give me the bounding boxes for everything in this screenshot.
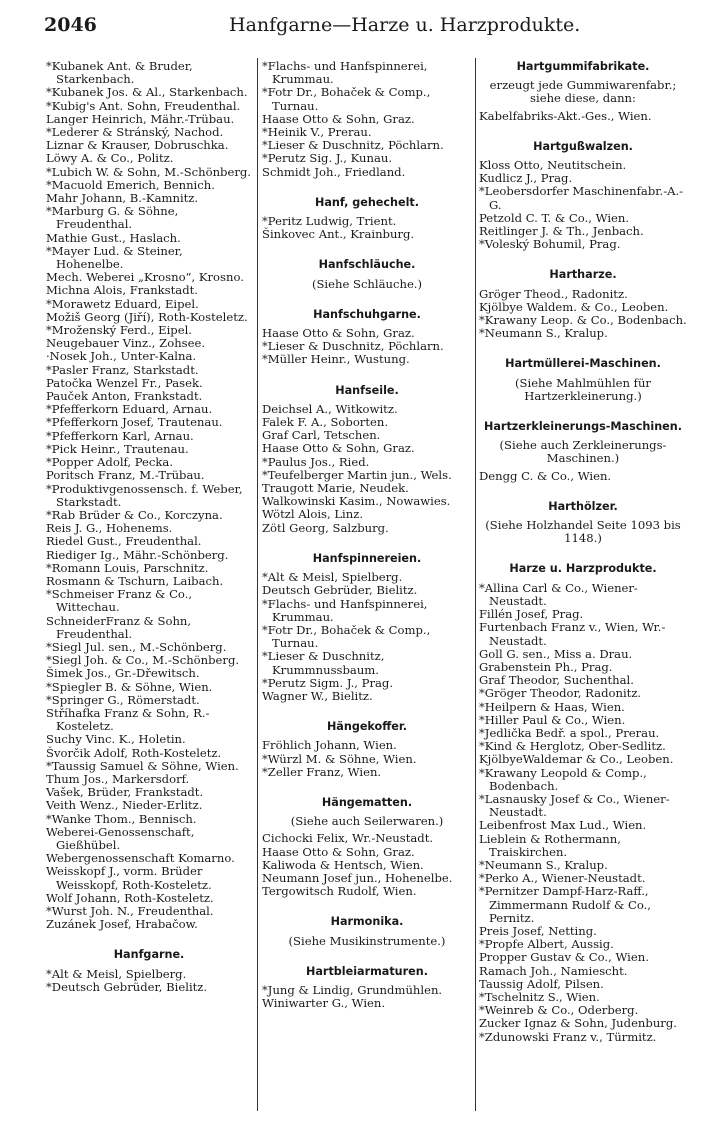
directory-entry: Grabenstein Ph., Prag.	[479, 659, 613, 674]
directory-entry: Veith Wenz., Nieder-Erlitz.	[46, 798, 203, 813]
directory-entry: *Morawetz Eduard, Eipel.	[46, 296, 199, 311]
section-heading-hanfseile: Hanfseile.	[335, 383, 399, 397]
directory-entry: Gröger Theod., Radonitz.	[479, 286, 628, 301]
directory-entry: Rosmann & Tschurn, Laibach.	[46, 573, 224, 588]
section-heading-hanfgarne: Hanfgarne.	[113, 948, 185, 962]
directory-entry: SchneiderFranz & Sohn, Freudenthal.	[46, 613, 192, 641]
section-heading-h-ngekoffer: Hängekoffer.	[326, 720, 408, 734]
section-heading-hanfschuhgarne: Hanfschuhgarne.	[313, 307, 421, 321]
directory-entry: *Perutz Sig. J., Kunau.	[262, 151, 393, 166]
directory-entry: *Tschelnitz S., Wien.	[479, 989, 600, 1004]
directory-entry: *Popper Adolf, Pecka.	[46, 455, 174, 470]
directory-entry: *Macuold Emerich, Bennich.	[46, 177, 215, 192]
section-note: (Siehe Schläuche.)	[311, 276, 423, 291]
directory-entry: *Teufelberger Martin jun., Wels.	[262, 467, 452, 482]
section-heading-hartbleiarmaturen: Hartbleiarmaturen.	[306, 964, 428, 978]
section-heading-h-ngematten: Hängematten.	[321, 795, 413, 809]
directory-entry: *Heilpern & Haas, Wien.	[479, 699, 625, 714]
directory-entry: *Neumann S., Kralup.	[479, 326, 608, 341]
directory-entry: Patočka Wenzel Fr., Pasek.	[46, 375, 203, 390]
directory-entry: *Taussig Samuel & Söhne, Wien.	[46, 758, 239, 773]
directory-entry: Falek F. A., Soborten.	[262, 415, 389, 430]
directory-entry: Neugebauer Vinz., Zohsee.	[46, 336, 206, 351]
column-divider	[257, 58, 258, 1111]
directory-entry: Walkowinski Kasim., Nowawies.	[262, 494, 451, 509]
section-heading-hanf-gehechelt: Hanf, gehechelt.	[314, 195, 420, 209]
directory-entry: *Paulus Jos., Ried.	[262, 454, 370, 469]
directory-entry: *Siegl Joh. & Co., M.-Schönberg.	[46, 653, 240, 668]
directory-entry: *Jedlička Bedř. a spol., Prerau.	[479, 725, 660, 740]
directory-entry: *Allina Carl & Co., Wiener-Neustadt.	[479, 580, 638, 608]
directory-entry: *Perutz Sigm. J., Prag.	[262, 675, 394, 690]
directory-entry: *Mroženský Ferd., Eipel.	[46, 323, 192, 338]
directory-entry: Löwy A. & Co., Politz.	[46, 151, 174, 166]
directory-entry: *Kubanek Jos. & Al., Starkenbach.	[46, 85, 248, 100]
directory-entry: *Lasnausky Josef & Co., Wiener-Neustadt.	[479, 791, 670, 820]
directory-entry: Thum Jos., Markersdorf.	[46, 771, 190, 786]
directory-entry: Neumann Josef jun., Hohenelbe.	[262, 870, 453, 885]
directory-entry: *Pasler Franz, Starkstadt.	[46, 362, 199, 377]
directory-entry: *Krawany Leopold & Comp., Bodenbach.	[479, 765, 647, 793]
directory-entry: Weberei-Genossenschaft, Gießhübel.	[46, 824, 195, 852]
directory-entry: Deichsel A., Witkowitz.	[262, 401, 398, 416]
directory-entry: Haase Otto & Sohn, Graz.	[262, 111, 415, 126]
directory-entry: Michna Alois, Frankstadt.	[46, 283, 198, 298]
directory-entry: Graf Theodor, Suchenthal.	[479, 673, 634, 688]
section-heading-harze-u-harzprodukte: Harze u. Harzprodukte.	[509, 562, 657, 576]
directory-entry: Kabelfabriks-Akt.-Ges., Wien.	[479, 108, 652, 123]
directory-entry: Wötzl Alois, Linz.	[262, 507, 364, 522]
directory-entry: Wagner W., Bielitz.	[262, 688, 373, 703]
directory-entry: *Rab Brüder & Co., Korczyna.	[46, 507, 223, 522]
directory-entry: Dengg C. & Co., Wien.	[479, 468, 612, 483]
directory-entry: *Lubich W. & Sohn, M.-Schönberg.	[46, 164, 251, 179]
directory-entry: *Peritz Ludwig, Trient.	[262, 214, 397, 229]
directory-entry: Webergenossenschaft Komarno.	[46, 851, 235, 866]
directory-entry: Kjölbye Waldem. & Co., Leoben.	[479, 299, 669, 314]
directory-entry: *Pfefferkorn Josef, Trautenau.	[46, 415, 223, 430]
directory-entry: *Leobersdorfer Maschinenfabr.-A.-G.	[479, 184, 684, 212]
directory-entry: Stříhafka Franz & Sohn, R.-Kosteletz.	[46, 705, 210, 734]
directory-entry: Cichocki Felix, Wr.-Neustadt.	[262, 831, 434, 846]
directory-entry: *Zdunowski Franz v., Türmitz.	[479, 1029, 657, 1044]
section-heading-hartzerkleinerungs-maschinen: Hartzerkleinerungs-Maschinen.	[484, 420, 682, 434]
directory-entry: Zucker Ignaz & Sohn, Judenburg.	[479, 1016, 677, 1031]
section-note: (Siehe auch Seilerwaren.)	[290, 814, 444, 829]
directory-entry: *Flachs- und Hanfspinnerei, Krummau.	[262, 59, 428, 87]
directory-entry: *Fotr Dr., Bohaček & Comp., Turnau.	[262, 85, 431, 113]
directory-entry: Švorčik Adolf, Roth-Kosteletz.	[46, 745, 222, 760]
directory-entry: Haase Otto & Sohn, Graz.	[262, 441, 415, 456]
directory-entry: Schmidt Joh., Friedland.	[262, 164, 406, 179]
directory-entry: Šinkovec Ant., Krainburg.	[262, 227, 415, 242]
directory-entry: *Pfefferkorn Eduard, Arnau.	[46, 402, 213, 417]
directory-entry: *Kubig's Ant. Sohn, Freudenthal.	[46, 98, 241, 113]
directory-entry: ·Nosek Joh., Unter-Kalna.	[46, 349, 197, 364]
directory-entry: *Kind & Herglotz, Ober-Sedlitz.	[479, 739, 666, 754]
directory-entry: *Lieser & Duschnitz, Krummnussbaum.	[262, 649, 385, 677]
page-number: 2046	[44, 14, 97, 36]
directory-entry: *Lieser & Duschnitz, Pöchlarn.	[262, 138, 444, 153]
directory-entry: Riediger Ig., Mähr.-Schönberg.	[46, 547, 229, 562]
directory-entry: Fillén Josef, Prag.	[479, 607, 584, 622]
directory-entry: Kloss Otto, Neutitschein.	[479, 158, 627, 173]
running-title: Hanfgarne—Harze u. Harzprodukte.	[229, 14, 581, 36]
section-note: (Siehe Musikinstrumente.)	[288, 933, 446, 948]
directory-entry: *Lieser & Duschnitz, Pöchlarn.	[262, 339, 444, 354]
directory-entry: *Pfefferkorn Karl, Arnau.	[46, 428, 194, 443]
directory-entry: *Pernitzer Dampf-Harz-Raff., Zimmermann Rudolf & Co., Pernitz.	[479, 884, 651, 925]
directory-entry: *Siegl Jul. sen., M.-Schönberg.	[46, 639, 227, 654]
directory-entry: *Jung & Lindig, Grundmühlen.	[262, 982, 443, 997]
section-heading-hanfschl-uche: Hanfschläuche.	[318, 258, 416, 272]
directory-entry: Winiwarter G., Wien.	[262, 996, 386, 1011]
directory-entry: *Spiegler B. & Söhne, Wien.	[46, 679, 213, 694]
directory-entry: Šimek Jos., Gr.-Dřewitsch.	[46, 666, 200, 681]
directory-entry: Propper Gustav & Co., Wien.	[479, 950, 649, 965]
page-header	[44, 14, 707, 44]
directory-entry: Preis Josef, Netting.	[479, 923, 597, 938]
directory-entry: Lieblein & Rothermann, Traiskirchen.	[479, 831, 621, 859]
directory-entry: *Hiller Paul & Co., Wien.	[479, 712, 626, 727]
directory-entry: Ramach Joh., Namiescht.	[479, 963, 628, 978]
directory-entry: *Alt & Meisl, Spielberg.	[46, 966, 187, 981]
directory-entry: *Heinik V., Prerau.	[262, 125, 372, 140]
directory-entry: KjölbyeWaldemar & Co., Leoben.	[479, 752, 674, 767]
section-note: (Siehe Holzhandel Seite 1093 bis 1148.)	[485, 518, 681, 546]
column-left	[46, 60, 252, 994]
directory-entry: Kaliwoda & Hentsch, Wien.	[262, 857, 424, 872]
directory-entry: *Fotr Dr., Bohaček & Comp., Turnau.	[262, 622, 431, 651]
directory-entry: *Zeller Franz, Wien.	[262, 764, 382, 779]
directory-entry: Suchy Vinc. K., Holetin.	[46, 732, 186, 747]
column-middle	[262, 60, 472, 1010]
section-heading-harmonika: Harmonika.	[330, 915, 404, 929]
directory-entry: *Alt & Meisl, Spielberg.	[262, 570, 403, 585]
directory-entry: Haase Otto & Sohn, Graz.	[262, 326, 415, 341]
directory-entry: *Deutsch Gebrüder, Bielitz.	[46, 979, 208, 994]
directory-entry: *Mayer Lud. & Steiner, Hohenelbe.	[46, 243, 183, 272]
directory-entry: *Neumann S., Kralup.	[479, 857, 608, 872]
directory-entry: Petzold C. T. & Co., Wien.	[479, 210, 630, 225]
column-divider	[475, 58, 476, 1111]
directory-entry: Riedel Gust., Freudenthal.	[46, 534, 202, 549]
directory-entry: *Würzl M. & Söhne, Wien.	[262, 751, 417, 766]
directory-entry: *Wurst Joh. N., Freudenthal.	[46, 904, 214, 918]
directory-entry: *Romann Louis, Parschnitz.	[46, 560, 209, 575]
directory-entry: Zuzánek Josef, Hrabačow.	[46, 917, 198, 932]
directory-entry: *Pick Heinr., Trautenau.	[46, 441, 189, 456]
directory-entry: Mathie Gust., Haslach.	[46, 230, 181, 245]
section-heading-hartm-llerei-maschinen: Hartmüllerei-Maschinen.	[505, 357, 661, 371]
section-heading-harth-lzer: Harthölzer.	[548, 499, 618, 513]
section-note: erzeugt jede Gummiwarenfabr.; siehe diese, dann:	[489, 78, 677, 106]
directory-entry: Graf Carl, Tetschen.	[262, 428, 381, 443]
directory-entry: Reis J. G., Hohenems.	[46, 521, 173, 536]
directory-entry: Fröhlich Johann, Wien.	[262, 738, 397, 753]
directory-entry: Goll G. sen., Miss a. Drau.	[479, 646, 633, 661]
section-heading-hartgummifabrikate: Hartgummifabrikate.	[516, 60, 650, 73]
directory-entry: *Propfe Albert, Aussig.	[479, 937, 614, 952]
directory-entry: Langer Heinrich, Mähr.-Trübau.	[46, 111, 235, 126]
directory-entry: *Müller Heinr., Wustung.	[262, 352, 410, 367]
directory-entry: Traugott Marie, Neudek.	[262, 481, 409, 496]
directory-entry: *Marburg G. & Söhne, Freudenthal.	[46, 204, 179, 232]
directory-entry: Reitlinger J. & Th., Jenbach.	[479, 224, 644, 239]
directory-entry: *Flachs- und Hanfspinnerei, Krummau.	[262, 596, 428, 624]
directory-entry: Pauček Anton, Frankstadt.	[46, 389, 203, 404]
section-note: (Siehe auch Zerkleinerungs-Maschinen.)	[499, 438, 667, 466]
directory-entry: *Krawany Leop. & Co., Bodenbach.	[479, 313, 687, 328]
directory-entry: *Perko A., Wiener-Neustadt.	[479, 871, 646, 886]
directory-entry: Liznar & Krauser, Dobruschka.	[46, 138, 229, 153]
directory-entry: Zötl Georg, Salzburg.	[262, 520, 389, 535]
section-heading-hartgu-walzen: Hartgußwalzen.	[533, 139, 633, 153]
section-heading-hanfspinnereien: Hanfspinnereien.	[312, 551, 422, 565]
directory-entry: Mahr Johann, B.-Kamnitz.	[46, 191, 199, 206]
directory-entry: Taussig Adolf, Pilsen.	[479, 976, 604, 991]
directory-entry: Možiš Georg (Jiří), Roth-Kosteletz.	[46, 309, 248, 324]
directory-entry: Tergowitsch Rudolf, Wien.	[262, 884, 417, 899]
section-note: (Siehe Mahlmühlen für Hartzerkleinerung.)	[515, 375, 651, 403]
directory-entry: Deutsch Gebrüder, Bielitz.	[262, 583, 418, 598]
directory-entry: *Gröger Theodor, Radonitz.	[479, 686, 642, 701]
directory-entry: Leibenfrost Max Lud., Wien.	[479, 818, 647, 833]
directory-entry: *Produktivgenossensch. f. Weber, Starkstadt.	[46, 481, 243, 509]
directory-entry: Poritsch Franz, M.-Trübau.	[46, 468, 205, 483]
directory-entry: *Springer G., Römerstadt.	[46, 692, 200, 707]
directory-entry: *Voleský Bohumil, Prag.	[479, 237, 621, 252]
directory-entry: Furtenbach Franz v., Wien, Wr.-Neustadt.	[479, 620, 666, 648]
directory-entry: *Lederer & Stránský, Nachod.	[46, 125, 224, 140]
directory-entry: *Kubanek Ant. & Bruder, Starkenbach.	[46, 59, 193, 87]
directory-entry: *Wanke Thom., Bennisch.	[46, 811, 197, 826]
directory-entry: *Weinreb & Co., Oderberg.	[479, 1003, 639, 1018]
directory-entry: Kudlicz J., Prag.	[479, 171, 573, 186]
directory-entry: Weisskopf J., vorm. Brüder Weisskopf, Roth-Kosteletz.	[46, 864, 212, 892]
directory-entry: Mech. Weberei „Krosno“, Krosno.	[46, 270, 244, 285]
directory-entry: Wolf Johann, Roth-Kosteletz.	[46, 890, 214, 905]
section-heading-hartharze: Hartharze.	[549, 268, 617, 282]
column-right	[479, 60, 687, 1044]
directory-entry: Haase Otto & Sohn, Graz.	[262, 844, 415, 859]
directory-entry: *Schmeiser Franz & Co., Wittechau.	[46, 587, 193, 615]
directory-entry: Vašek, Brüder, Frankstadt.	[46, 785, 204, 800]
